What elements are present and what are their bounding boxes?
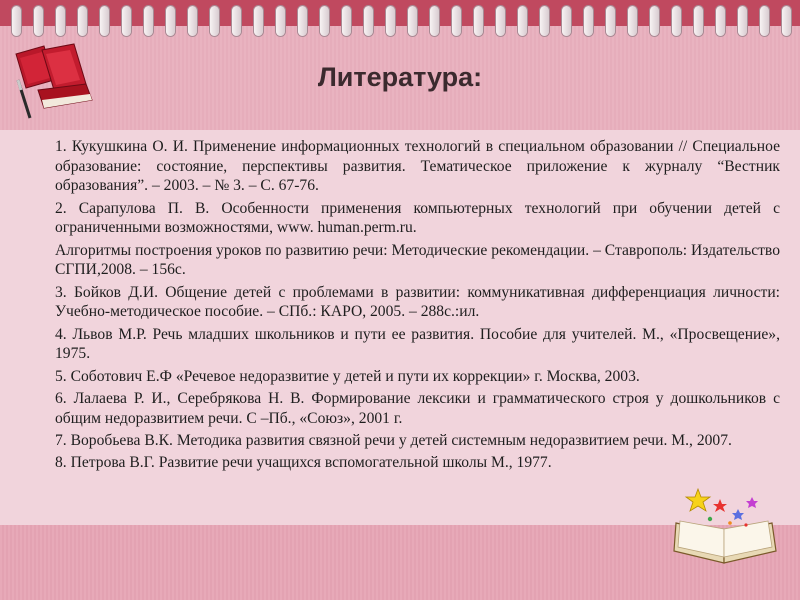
reference-item: 5. Соботович Е.Ф «Речевое недоразвитие у детей и пути их коррекции» г. Москва, 2003. — [55, 367, 640, 385]
binding-ring — [276, 6, 285, 36]
reference-item: 6. Лалаева Р. И., Серебрякова Н. В. Формирование лексики и грамматического строя у дошкольников с общим недоразвитием речи. С –Пб., «Союз», 2001 г. — [55, 390, 780, 427]
reference-item: 4. Львов М.Р. Речь младших школьников и пути ее развития. Пособие для учителей. М., «Просвещение», 1975. — [55, 325, 780, 363]
page-title: Литература: — [317, 62, 483, 92]
binding-ring — [562, 6, 571, 36]
reference-item: 3. Бойков Д.И. Общение детей с проблемами в развитии: коммуникативная дифференциация личности: Учебно-методическое пособие. – СПб.: КАРО, 2005. – 288с.:ил. — [55, 283, 780, 321]
binding-ring — [298, 6, 307, 36]
reference-item: 7. Воробьева В.К. Методика развития связной речи у детей системным недоразвитием речи. М., 2007. — [55, 432, 732, 449]
binding-ring — [166, 6, 175, 36]
binding-ring — [452, 6, 461, 36]
binding-ring — [408, 6, 417, 36]
reference-item: 1. Кукушкина О. И. Применение информационных технологий в специальном образовании // Специальное образование: состояние, перспективы развития. Тематическое приложение к журналу “Вестник образования”. – 2003. – № 3. – С. 67-76. — [55, 138, 780, 195]
binding-ring — [760, 6, 769, 36]
binding-ring — [56, 6, 65, 36]
binding-ring — [650, 6, 659, 36]
binding-ring — [34, 6, 43, 36]
spiral-binding — [0, 0, 800, 38]
binding-ring — [628, 6, 637, 36]
binding-ring — [540, 6, 549, 36]
binding-ring — [782, 6, 791, 36]
binding-ring — [474, 6, 483, 36]
binding-ring — [210, 6, 219, 36]
binding-ring — [78, 6, 87, 36]
reference-item: 2. Сарапулова П. В. Особенности применения компьютерных технологий при обучении детей с ограниченными возможностями, www. human.perm.ru. — [55, 199, 780, 237]
binding-ring — [584, 6, 593, 36]
binding-ring — [716, 6, 725, 36]
binding-ring — [672, 6, 681, 36]
reference-list — [55, 137, 780, 476]
binding-ring — [122, 6, 131, 36]
binding-ring — [232, 6, 241, 36]
binding-ring — [606, 6, 615, 36]
binding-ring — [188, 6, 197, 36]
binding-ring — [254, 6, 263, 36]
binding-ring — [144, 6, 153, 36]
open-book-with-stars-icon — [668, 485, 783, 565]
binding-ring — [342, 6, 351, 36]
binding-ring — [386, 6, 395, 36]
binding-ring — [738, 6, 747, 36]
binding-ring — [430, 6, 439, 36]
reference-item: Алгоритмы построения уроков по развитию речи: Методические рекомендации. – Ставрополь: Издательство СГПИ,2008. – 156с. — [55, 241, 780, 279]
binding-ring — [496, 6, 505, 36]
binding-ring — [518, 6, 527, 36]
binding-ring — [320, 6, 329, 36]
binding-ring — [12, 6, 21, 36]
binding-ring — [364, 6, 373, 36]
binding-ring — [694, 6, 703, 36]
reference-item: 8. Петрова В.Г. Развитие речи учащихся вспомогательной школы М., 1977. — [55, 454, 552, 472]
binding-ring — [100, 6, 109, 36]
